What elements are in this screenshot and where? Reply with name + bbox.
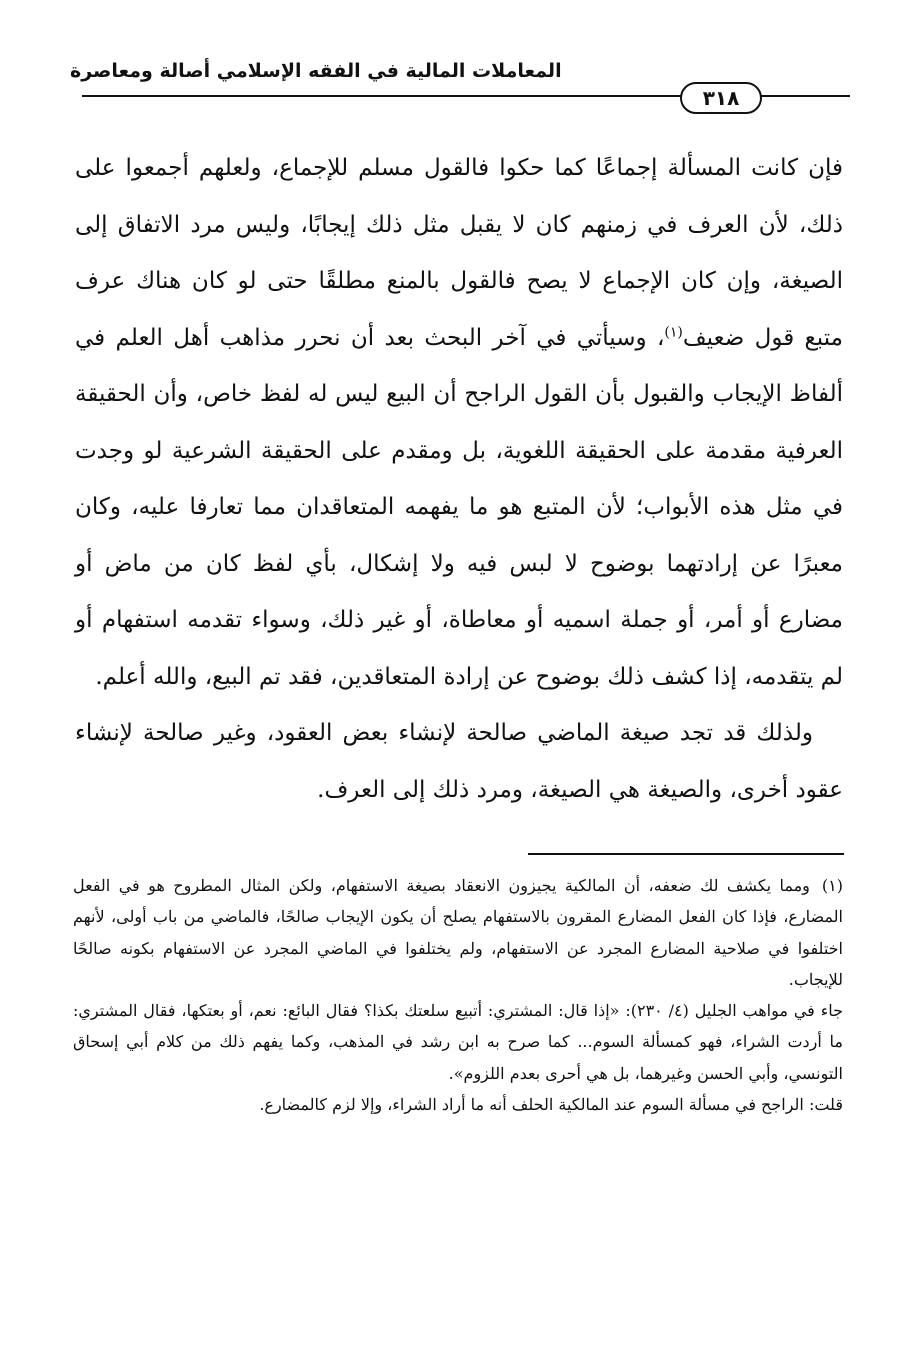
footnote-marker: (١) bbox=[821, 876, 844, 895]
footnote-separator bbox=[528, 853, 844, 855]
paragraph-1 bbox=[75, 140, 843, 705]
page-number: ٣١٨ bbox=[680, 82, 762, 114]
footnote-quote: جاء في مواهب الجليل (٤/ ٢٣٠): «إذا قال: المشتري: أتبيع سلعتك بكذا؟ فقال البائع: نعم، أو بعتكها، فقال المشتري: ما أردت الشراء، فهو كمسألة السوم... كما صرح به ابن رشد في المذهب، وكما يفهم ذلك من كلام أبي إسحاق التونسي، وأبي الحسن وغيرهما، بل هي أحرى بعدم اللزوم». bbox=[73, 1001, 844, 1083]
footnotes-section bbox=[73, 870, 843, 1120]
main-text-body bbox=[75, 140, 843, 818]
footnote-1-text: ومما يكشف لك ضعفه، أن المالكية يجيزون الانعقاد بصيغة الاستفهام، ولكن المثال المطروح هو في الفعل المضارع، فإذا كان الفعل المضارع المقرون بالاستفهام يصلح أن يكون الإيجاب صالحًا، فالماضي من باب أولى، لأنهم اختلفوا في صلاحية المضارع المجرد عن الاستفهام، ولم يختلفوا في الماضي المجرد عن الاستفهام بكونه صالحًا للإيجاب. bbox=[73, 876, 843, 989]
running-header-title: المعاملات المالية في الفقه الإسلامي أصالة ومعاصرة bbox=[70, 60, 562, 82]
paragraph-1-part-a: فإن كانت المسألة إجماعًا كما حكوا فالقول مسلم للإجماع، ولعلهم أجمعوا على ذلك، لأن العرف في زمنهم كان لا يقبل مثل ذلك إيجابًا، وليس مرد الاتفاق إلى الصيغة، وإن كان الإجماع لا يصح فالقول بالمنع مطلقًا حتى لو كان هناك عرف متبع قول ضعيف bbox=[75, 155, 843, 351]
footnote-comment: قلت: الراجح في مسألة السوم عند المالكية الحلف أنه ما أراد الشراء، وإلا لزم كالمضارع. bbox=[259, 1095, 843, 1115]
footnote-reference: (١) bbox=[664, 323, 683, 340]
footnote-1 bbox=[73, 870, 843, 995]
paragraph-2: ولذلك قد تجد صيغة الماضي صالحة لإنشاء بعض العقود، وغير صالحة لإنشاء عقود أخرى، والصيغة هي الصيغة، ومرد ذلك إلى العرف. bbox=[75, 720, 843, 803]
paragraph-1-part-b: ، وسيأتي في آخر البحث بعد أن نحرر مذاهب أهل العلم في ألفاظ الإيجاب والقبول بأن القول الراجح أن البيع ليس له لفظ خاص، وأن الحقيقة العرفية مقدمة على الحقيقة اللغوية، بل ومقدم على الحقيقة الشرعية لو وجدت في مثل هذه الأبواب؛ لأن المتبع هو ما يفهمه المتعاقدان مما تعارفا عليه، وكان معبرًا عن إرادتهما بوضوح لا لبس فيه ولا إشكال، بأي لفظ كان من ماض أو مضارع أو أمر، أو جملة اسميه أو معاطاة، أو غير ذلك، وسواء تقدمه استفهام أو لم يتقدمه، إذا كشف ذلك بوضوح عن إرادة المتعاقدين، فقد تم البيع، والله أعلم. bbox=[75, 324, 843, 690]
